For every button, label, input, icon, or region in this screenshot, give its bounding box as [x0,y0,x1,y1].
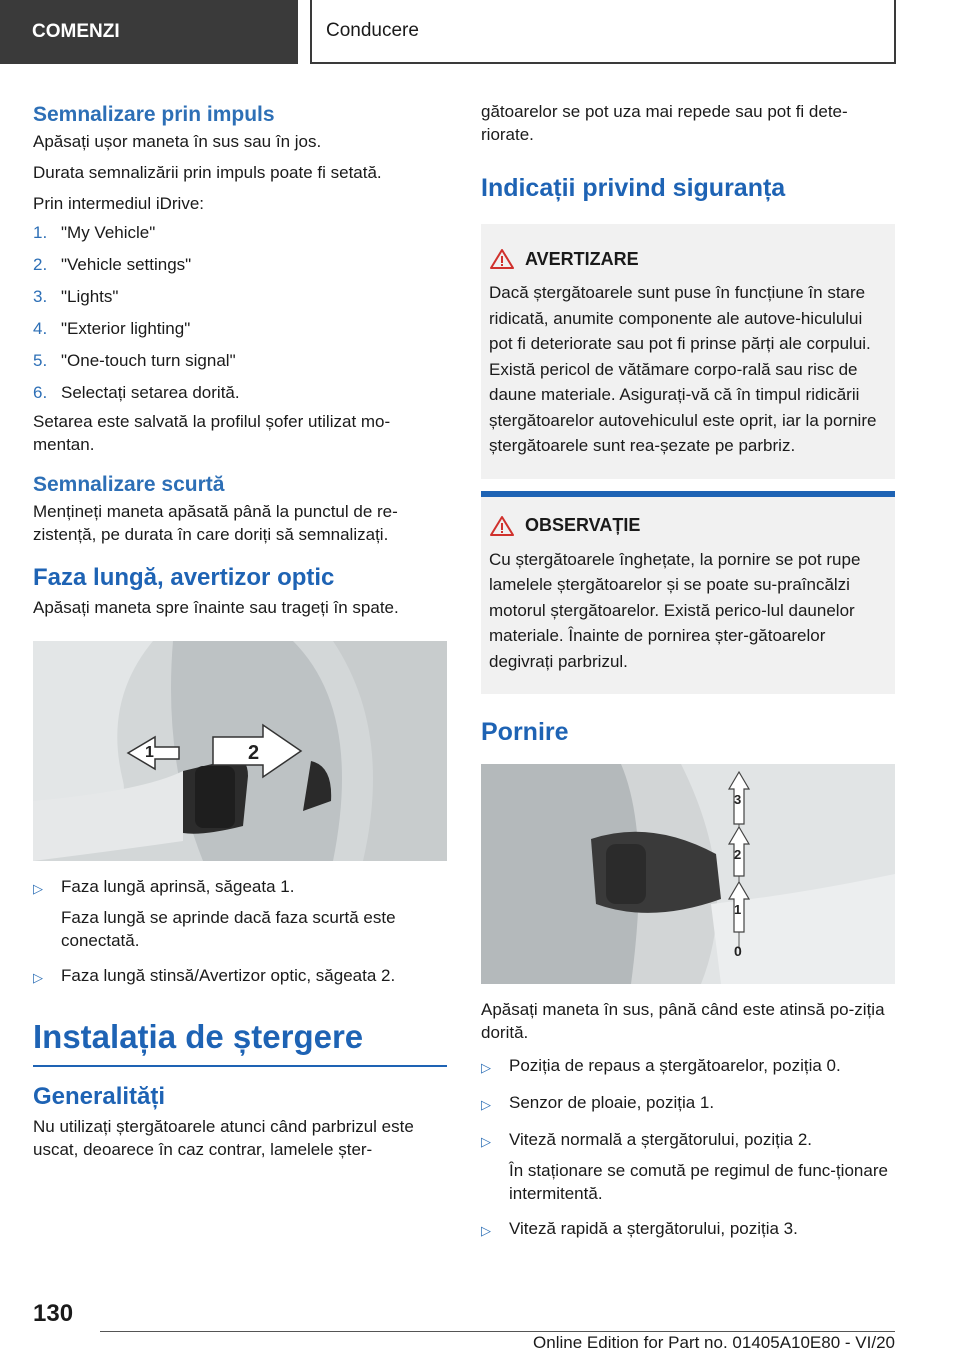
paragraph: Durata semnalizării prin impuls poate fi setată. [33,163,382,182]
heading-start: Pornire [481,718,569,746]
idrive-steps [33,221,447,404]
high-beam-bullets [33,875,447,989]
note-title: OBSERVAȚIE [525,515,641,535]
triangle-right-icon: ▷ [33,970,43,985]
paragraph: Prin intermediul iDrive: [33,194,204,213]
list-item: ▷ Viteză rapidă a ștergătorului, poziția 3. [481,1217,895,1242]
arrow-label-1: 1 [145,744,154,761]
wiper-position-bullets [481,1054,895,1242]
list-item: 3. "Lights" [33,287,119,306]
warning-text: Dacă ștergătoarele sunt puse în funcțiune în stare ridicată, anumite componente ale autove-hiculului pot fi deteriorate sau pot fi prinse părți ale corpului. Există pericol de vătămare corpo-rală sau risc de daune materiale. Asigurați-vă că în timpul ridicării ștergătoarelor autovehiculul este oprit, iar la pornire ștergătoarele sunt rea-șezate pe parbriz. [489,283,877,455]
footer-edition: Online Edition for Part no. 01405A10E80 - VI/20 [533,1333,895,1352]
warning-triangle-icon [489,248,515,270]
paragraph: Apăsați ușor maneta în sus sau în jos. [33,132,322,151]
wiper-stalk-illustration [481,764,895,984]
heading-safety: Indicații privind siguranța [481,174,786,202]
note-text: Cu ștergătoarele înghețate, la pornire se pot rupe lamelele ștergătoarelor și se poate su-praîncălzi motorul ștergătoarelor. Există perico-lul daunelor materiale. Înainte de pornirea șter-gătoarelor degivrați parbrizul. [489,549,861,671]
stalk-drawing [33,641,447,861]
list-item: 6. Selectați setarea dorită. [33,383,240,402]
list-item: 2. "Vehicle settings" [33,255,192,274]
list-item: ▷ Faza lungă aprinsă, săgeata 1. Faza lungă se aprinde dacă faza scurtă este conectată. [33,877,396,950]
list-item: 1. "My Vehicle" [33,223,156,242]
arrow-label-2: 2 [248,742,260,764]
right-column [481,100,895,1254]
paragraph: Apăsați maneta în sus, până când este atinsă po-ziția dorită. [481,1000,885,1042]
paragraph: Apăsați maneta spre înainte sau trageți în spate. [33,598,399,617]
list-item: 5. "One-touch turn signal" [33,351,236,370]
high-beam-illustration [33,641,447,861]
list-item: ▷ Faza lungă stinsă/Avertizor optic, săgeata 2. [33,964,447,989]
paragraph: Nu utilizați ștergătoarele atunci când parbrizul este uscat, deoarece în caz contrar, lamelele șter- [33,1117,414,1159]
triangle-right-icon: ▷ [33,881,43,896]
list-item: ▷ Viteză normală a ștergătorului, poziția 2. În staționare se comută pe regimul de func-ționare intermitentă. [481,1130,888,1203]
section-tab: COMENZI [0,0,298,64]
chapter-tab: Conducere [310,0,896,64]
heading-short-signal: Semnalizare scurtă [33,473,225,496]
triangle-right-icon: ▷ [481,1134,491,1149]
heading-wiper-system: Instalația de ștergere [33,1015,447,1067]
triangle-right-icon: ▷ [481,1060,491,1075]
warning-title: AVERTIZARE [525,248,639,269]
left-column [33,100,447,1161]
triangle-right-icon: ▷ [481,1223,491,1238]
paragraph: Mențineți maneta apăsată până la punctul de re-zistență, pe durata în care doriți să semnalizați. [33,502,398,544]
wiper-drawing [481,764,895,984]
list-item: ▷ Senzor de ploaie, poziția 1. [481,1091,895,1116]
list-item: ▷ Poziția de repaus a ștergătoarelor, poziția 0. [481,1054,895,1079]
position-label-0: 0 [734,943,742,959]
position-label-2: 2 [734,847,742,862]
list-item: 4. "Exterior lighting" [33,319,191,338]
heading-high-beam: Faza lungă, avertizor optic [33,564,335,591]
heading-impulse-signal: Semnalizare prin impuls [33,103,275,126]
position-label-3: 3 [734,792,742,807]
heading-general: Generalități [33,1083,166,1110]
footer-divider [100,1331,895,1332]
triangle-right-icon: ▷ [481,1097,491,1112]
position-label-1: 1 [734,902,742,917]
paragraph: Setarea este salvată la profilul șofer utilizat mo-mentan. [33,412,391,454]
warning-box [481,224,895,479]
paragraph: gătoarelor se pot uza mai repede sau pot fi dete-riorate. [481,102,848,144]
page-number: 130 [33,1300,74,1327]
warning-triangle-icon [489,515,515,537]
note-box [481,491,895,695]
